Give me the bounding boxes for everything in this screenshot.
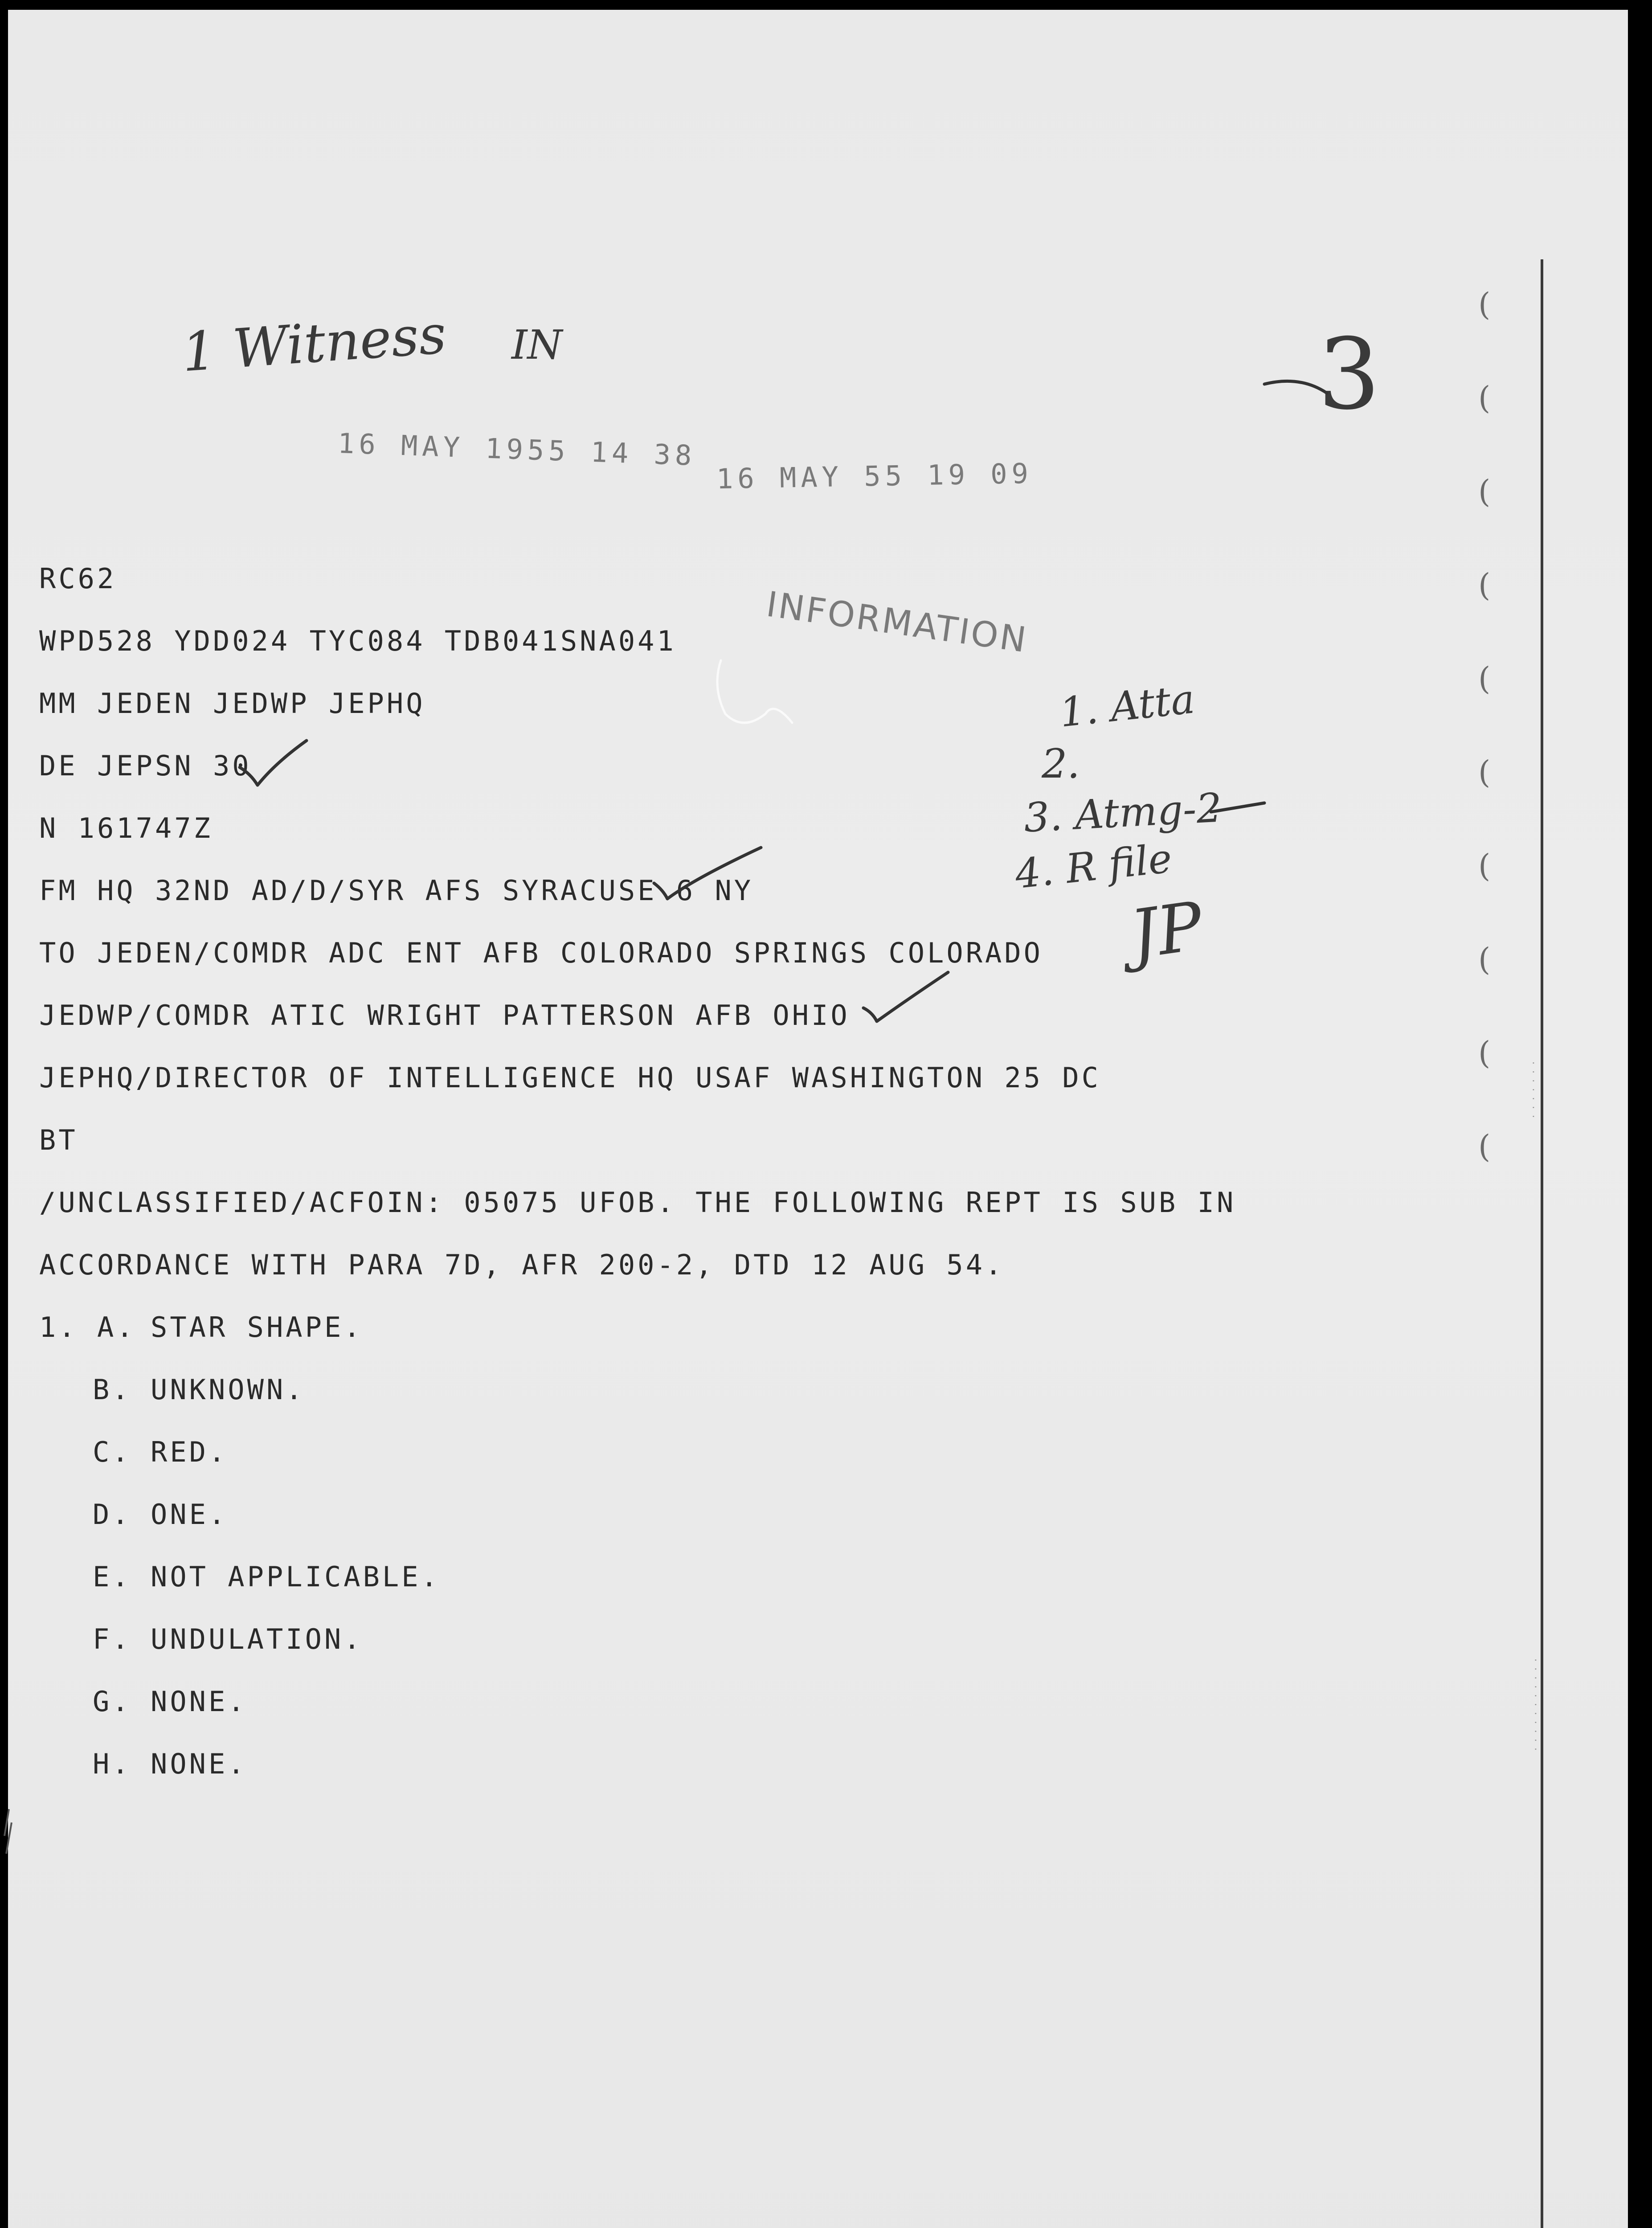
item-prefix: F.	[93, 1623, 131, 1655]
routing-code: RC62	[39, 562, 117, 595]
routing-note: 3. Atmg-2	[1022, 784, 1223, 842]
margin-mark: (	[1478, 660, 1491, 697]
body-line: /UNCLASSIFIED/ACFOIN: 05075 UFOB. THE FOLLOWING REPT IS SUB IN	[39, 1186, 1236, 1219]
margin-mark: (	[1478, 1128, 1491, 1165]
break-line: BT	[39, 1124, 78, 1156]
margin-mark: (	[1478, 848, 1491, 884]
datetime-stamp: 16 MAY 55 19 09	[716, 457, 1033, 496]
margin-mark: (	[1478, 286, 1491, 323]
from-line: FM HQ 32ND AD/D/SYR AFS SYRACUSE 6 NY	[39, 874, 754, 907]
item-text: STAR SHAPE.	[151, 1311, 363, 1343]
information-stamp: INFORMATION	[764, 584, 1030, 661]
item-text: RED.	[151, 1436, 228, 1468]
routing-note: 4. R file	[1013, 835, 1174, 898]
handwritten-initials: JP	[1125, 887, 1208, 975]
margin-mark: (	[1478, 473, 1491, 510]
to-line: JEPHQ/DIRECTOR OF INTELLIGENCE HQ USAF WASHINGTON 25 DC	[39, 1061, 1101, 1094]
received-stamp: 16 MAY 1955 14 38	[337, 426, 697, 472]
item-text: NONE.	[151, 1685, 247, 1718]
to-line: TO JEDEN/COMDR ADC ENT AFB COLORADO SPRINGS COLORADO	[39, 937, 1043, 969]
item-prefix: 1. A.	[39, 1311, 136, 1343]
item-prefix: H.	[93, 1748, 131, 1780]
item-text: UNDULATION.	[151, 1623, 363, 1655]
margin-print: · · · · · · ·	[1527, 1061, 1538, 1119]
item-text: UNKNOWN.	[151, 1373, 305, 1406]
item-text: NOT APPLICABLE.	[151, 1560, 440, 1593]
item-text: NONE.	[151, 1748, 247, 1780]
routing-note: 2.	[1042, 741, 1080, 787]
margin-mark: (	[1478, 941, 1491, 978]
item-prefix: G.	[93, 1685, 131, 1718]
margin-mark: (	[1478, 754, 1491, 790]
routing-note: 1. Atta	[1057, 676, 1197, 737]
item-prefix: D.	[93, 1498, 131, 1531]
margin-mark: (	[1478, 1035, 1491, 1071]
witness-note: 1 Witness	[180, 303, 448, 384]
margin-print: · · · · · · · · · · ·	[1529, 1659, 1541, 1752]
item-prefix: C.	[93, 1436, 131, 1468]
to-line: JEDWP/COMDR ATIC WRIGHT PATTERSON AFB OHIO	[39, 999, 850, 1032]
handwritten-page-number: 3	[1318, 317, 1380, 431]
item-prefix: E.	[93, 1560, 131, 1593]
message-ids: WPD528 YDD024 TYC084 TDB041SNA041	[39, 625, 676, 657]
date-time-group: N 161747Z	[39, 812, 213, 844]
item-text: ONE.	[151, 1498, 228, 1531]
witness-in-note: IN	[511, 322, 563, 369]
mm-line: MM JEDEN JEDWP JEPHQ	[39, 687, 425, 720]
body-line: ACCORDANCE WITH PARA 7D, AFR 200-2, DTD 12 AUG 54.	[39, 1249, 1005, 1281]
margin-mark: (	[1478, 380, 1491, 416]
item-prefix: B.	[93, 1373, 131, 1406]
de-line: DE JEPSN 30	[39, 749, 252, 782]
margin-mark: (	[1478, 567, 1491, 603]
